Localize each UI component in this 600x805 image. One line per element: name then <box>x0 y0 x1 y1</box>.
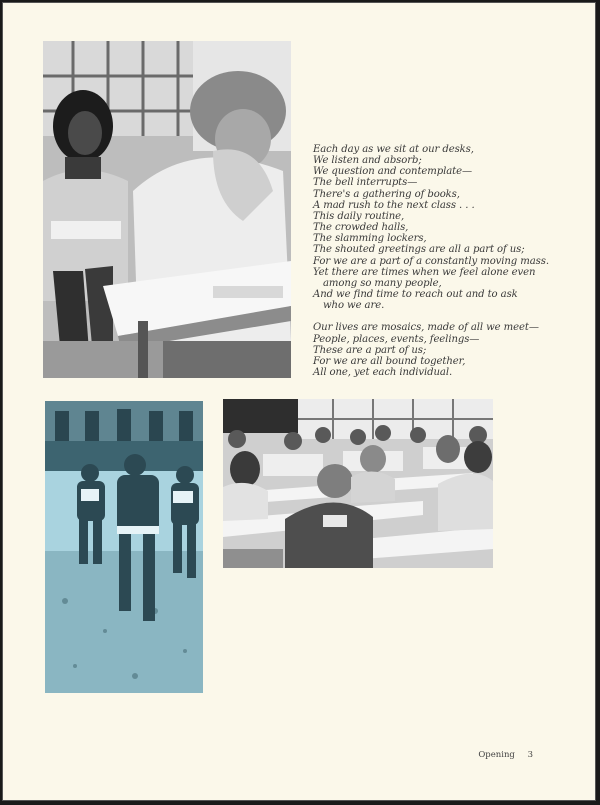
poem-line: The bell interrupts— <box>313 177 418 189</box>
poem-line: The slamming lockers, <box>313 233 427 245</box>
poem-stanza-2 <box>313 322 563 378</box>
poem-line: This daily routine, <box>313 210 405 222</box>
poem-line: A mad rush to the next class . . . <box>313 199 475 211</box>
poem-line: Yet there are times when we feel alone even <box>313 266 536 278</box>
footer-section-label: Opening <box>478 750 515 760</box>
poem-line: For we are all bound together, <box>313 355 466 367</box>
page-number: 3 <box>527 750 533 760</box>
poem-line: And we find time to reach out and to ask <box>313 289 518 301</box>
yearbook-page <box>2 2 596 801</box>
poem-line: among so many people, <box>323 277 442 289</box>
photo-students-at-desks <box>43 41 291 378</box>
poem-stanza-1 <box>313 144 563 311</box>
poem-line: We listen and absorb; <box>313 155 422 167</box>
poem-line: who we are. <box>323 300 385 312</box>
poem-line: All one, yet each individual. <box>313 366 453 378</box>
page-footer <box>478 750 533 760</box>
poem-line: For we are a part of a constantly moving mass. <box>313 255 549 267</box>
poem-line: There's a gathering of books, <box>313 188 460 200</box>
poem-line: These are a part of us; <box>313 344 427 356</box>
poem-line: The crowded halls, <box>313 222 409 234</box>
photo-classroom-test <box>223 399 493 568</box>
poem-line: Each day as we sit at our desks, <box>313 144 474 155</box>
poem <box>313 144 563 378</box>
poem-line: Our lives are mosaics, made of all we meet— <box>313 322 539 334</box>
photo-football-game <box>45 401 203 693</box>
poem-line: The shouted greetings are all a part of us; <box>313 244 525 256</box>
poem-line: We question and contemplate— <box>313 166 472 178</box>
stanza-gap <box>313 311 563 322</box>
poem-line: People, places, events, feelings— <box>313 333 480 345</box>
